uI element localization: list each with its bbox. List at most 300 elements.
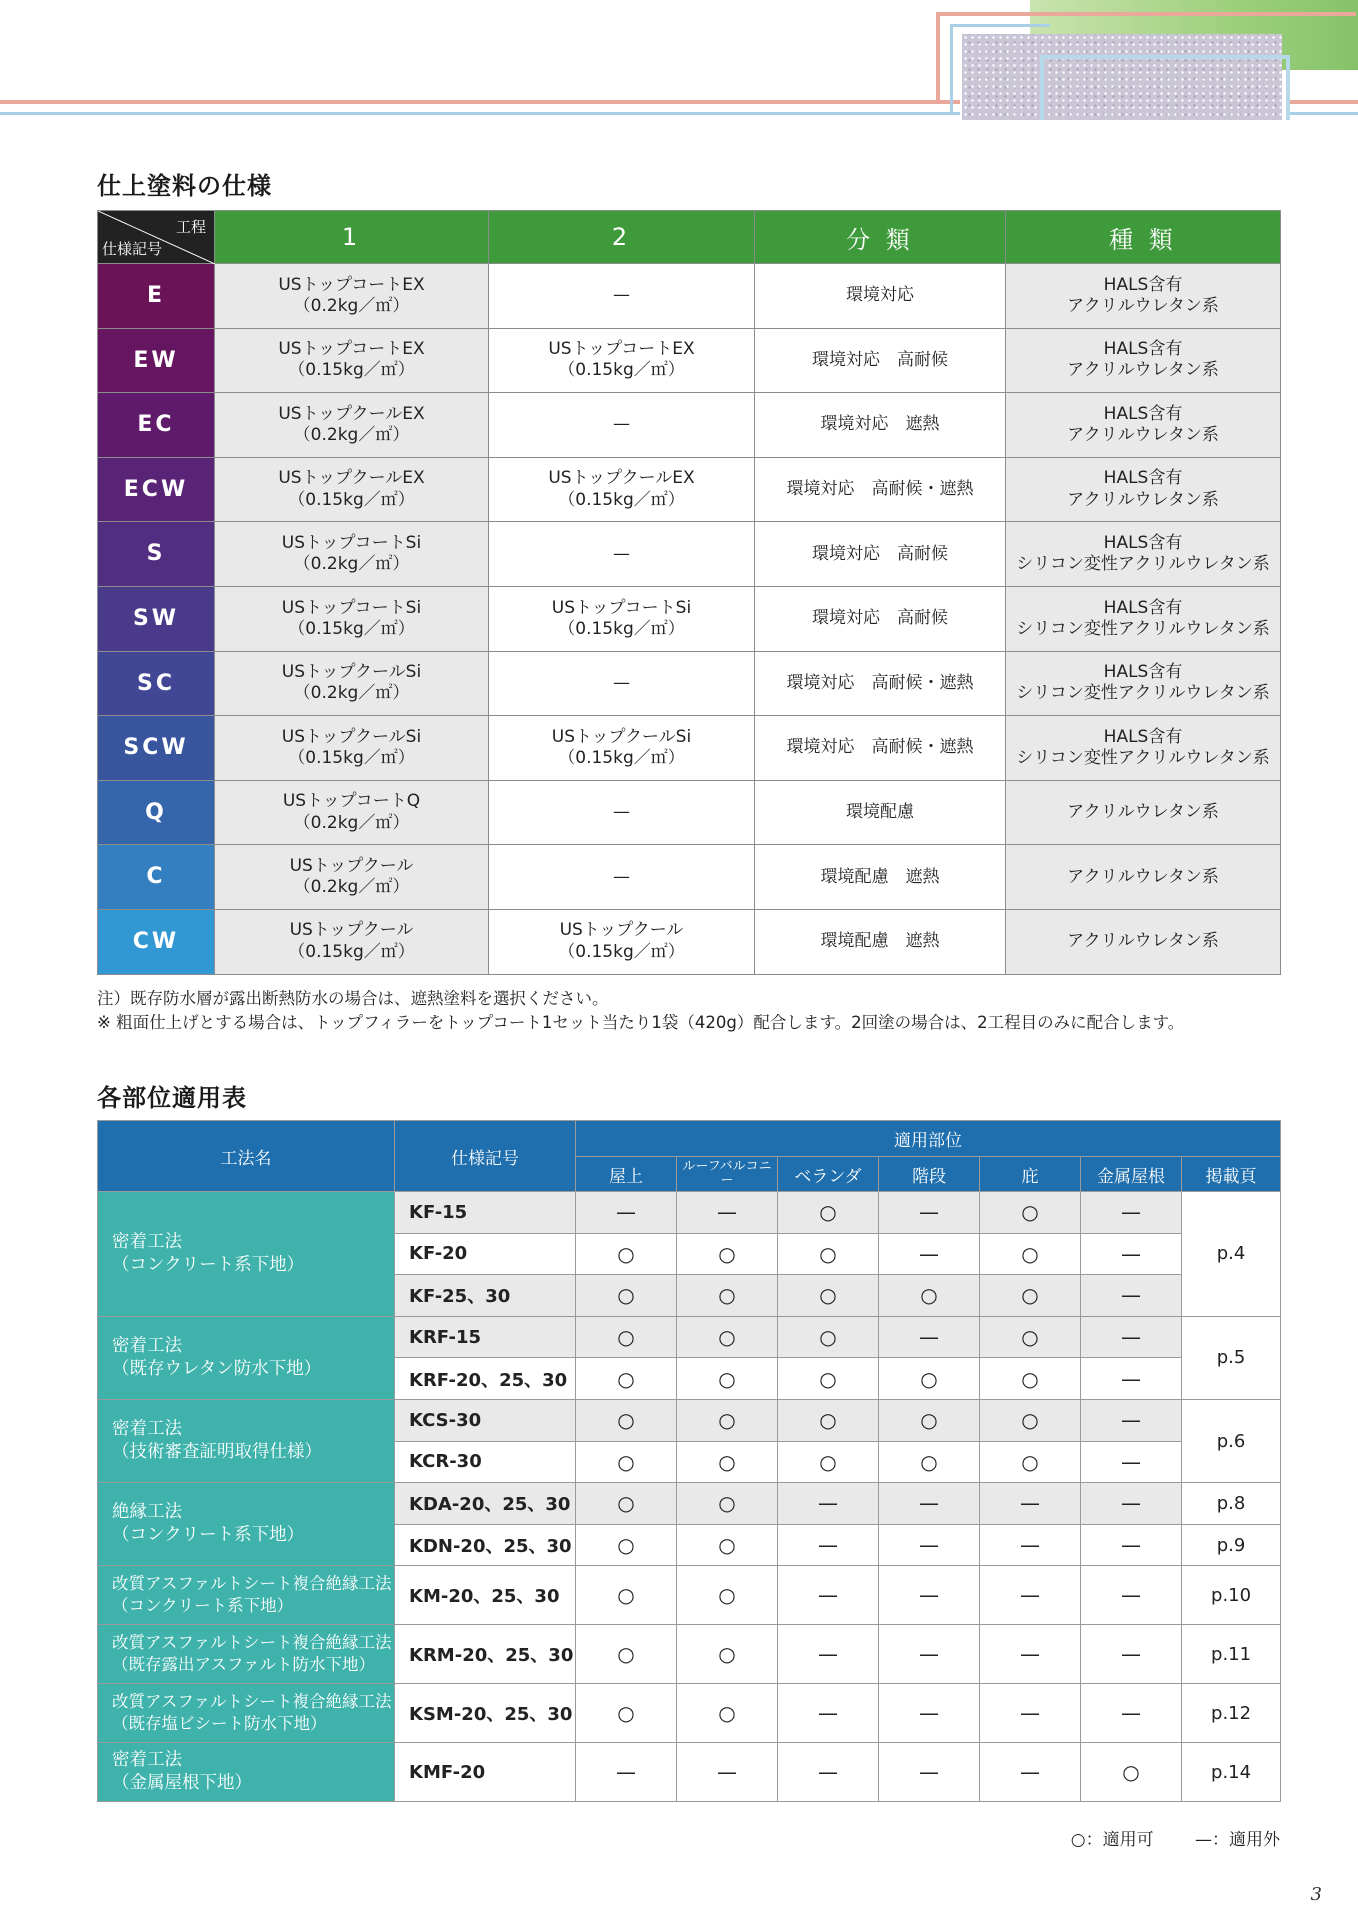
header-frame-line-blue — [950, 24, 1050, 114]
app-mark-line: — — [919, 1760, 939, 1785]
spec-step1-line: （0.15kg／㎡） — [288, 941, 415, 962]
spec-type — [1006, 328, 1281, 393]
app-mark-line: ○ — [920, 1449, 938, 1474]
app-mark — [879, 1441, 980, 1483]
app-mark — [980, 1275, 1081, 1317]
spec-step1 — [215, 522, 489, 587]
spec-type-line: アクリルウレタン系 — [1067, 931, 1219, 952]
app-mark-line: — — [1020, 1533, 1040, 1558]
app-mark-line: — — [1020, 1760, 1040, 1785]
spec-step2 — [489, 264, 755, 329]
spec-step1-line: USトップコートSi — [281, 597, 422, 618]
app-mark-line: — — [1121, 1241, 1141, 1266]
app-mark-line: ○ — [819, 1408, 837, 1433]
spec-category-line: 環境対応 高耐候 — [812, 543, 948, 564]
app-mark-line: ○ — [617, 1491, 635, 1516]
app-mark-line: — — [919, 1583, 939, 1608]
spec-step1-line: （0.2kg／㎡） — [293, 683, 410, 704]
app-spec-code — [395, 1275, 576, 1317]
spec-type — [1006, 393, 1281, 458]
spec-step2-line: — — [613, 543, 630, 564]
spec-header-type: 種 類 — [1006, 211, 1281, 264]
spec-type-line: アクリルウレタン系 — [1067, 801, 1219, 822]
spec-code — [98, 522, 215, 587]
app-spec-code-line: KF-15 — [409, 1201, 468, 1223]
spec-step1-line: （0.2kg／㎡） — [293, 554, 410, 575]
spec-code — [98, 716, 215, 781]
app-mark — [576, 1483, 677, 1525]
spec-step1 — [215, 393, 489, 458]
spec-step2-line: USトップコートSi — [551, 597, 692, 618]
app-mark-line: ○ — [617, 1241, 635, 1266]
header-rule-blue — [0, 112, 960, 115]
app-mark-line: — — [818, 1533, 838, 1558]
spec-step2-line: USトップクールSi — [551, 726, 692, 747]
app-mark-line: — — [1020, 1583, 1040, 1608]
app-mark-line: ○ — [617, 1408, 635, 1433]
spec-category-line: 環境対応 遮熱 — [820, 414, 940, 435]
app-mark-line: ○ — [1021, 1449, 1039, 1474]
spec-code-line: EW — [133, 347, 179, 373]
app-mark — [576, 1524, 677, 1566]
spec-step2 — [489, 780, 755, 845]
spec-type — [1006, 909, 1281, 974]
app-mark-line: ○ — [617, 1701, 635, 1726]
app-mark — [677, 1684, 778, 1743]
spec-type — [1006, 716, 1281, 781]
app-mark — [980, 1441, 1081, 1483]
spec-step1-line: （0.15kg／㎡） — [288, 747, 415, 768]
app-page-line: p.11 — [1211, 1643, 1252, 1665]
app-method-line: 密着工法 — [112, 1335, 182, 1356]
spec-step1-line: USトップクール — [289, 920, 414, 941]
app-method — [98, 1399, 395, 1482]
app-page-line: p.6 — [1216, 1430, 1246, 1452]
header-frame-line-inner — [1040, 55, 1290, 120]
spec-type — [1006, 586, 1281, 651]
spec-code-line: SW — [132, 606, 180, 632]
spec-step2 — [489, 457, 755, 522]
header-rule-right — [1290, 100, 1358, 104]
spec-step2-line: — — [613, 866, 630, 887]
app-spec-code-line: KF-25、30 — [409, 1286, 511, 1308]
spec-step2-line: （0.15kg／㎡） — [558, 360, 685, 381]
app-mark-line: ○ — [920, 1366, 938, 1391]
spec-row — [98, 909, 1281, 974]
spec-step1-line: （0.15kg／㎡） — [288, 360, 415, 381]
app-mark-line: ○ — [718, 1449, 736, 1474]
app-mark-line: ○ — [718, 1642, 736, 1667]
app-spec-code-line: KDA-20、25、30 — [409, 1494, 571, 1516]
app-row — [98, 1316, 1281, 1358]
app-header-code: 仕様記号 — [395, 1121, 576, 1192]
app-mark — [879, 1566, 980, 1625]
spec-header-step1: 1 — [215, 211, 489, 264]
app-header-method: 工法名 — [98, 1121, 395, 1192]
app-mark — [677, 1358, 778, 1400]
app-mark — [677, 1743, 778, 1802]
spec-step2-line: （0.15kg／㎡） — [558, 489, 685, 510]
app-method-line: （コンクリート系下地） — [112, 1596, 294, 1616]
app-mark — [576, 1316, 677, 1358]
spec-category — [755, 522, 1006, 587]
header-rule — [0, 100, 960, 104]
app-mark — [576, 1233, 677, 1275]
app-mark-line: — — [919, 1642, 939, 1667]
spec-header-step2: 2 — [489, 211, 755, 264]
app-row — [98, 1483, 1281, 1525]
app-mark-line: ○ — [1021, 1283, 1039, 1308]
app-mark-line: — — [919, 1491, 939, 1516]
app-mark-line: — — [1121, 1408, 1141, 1433]
app-mark-line: — — [717, 1760, 737, 1785]
note-line: 注）既存防水層が露出断熱防水の場合は、遮熱塗料を選択ください。 — [97, 989, 609, 1008]
app-mark-line: ○ — [819, 1325, 837, 1350]
spec-step2-line: — — [613, 285, 630, 306]
spec-step2-line: — — [613, 414, 630, 435]
app-mark — [677, 1275, 778, 1317]
spec-step1 — [215, 909, 489, 974]
spec-category-line: 環境配慮 遮熱 — [820, 866, 940, 887]
spec-category — [755, 716, 1006, 781]
spec-step1 — [215, 457, 489, 522]
app-spec-code-line: KF-20 — [409, 1243, 468, 1265]
app-mark — [1081, 1233, 1182, 1275]
note-line: ※ 粗面仕上げとする場合は、トップフィラーをトップコート1セット当たり1袋（420g）配合します。2回塗の場合は、2工程目のみに配合します。 — [97, 1013, 1185, 1032]
app-mark-line: — — [818, 1760, 838, 1785]
app-method-line: 絶縁工法 — [112, 1502, 182, 1523]
app-mark-line: ○ — [920, 1283, 938, 1308]
app-method-line: （既存露出アスファルト防水下地） — [112, 1655, 376, 1675]
spec-code-line: EC — [137, 412, 175, 438]
app-mark-line: ○ — [1021, 1408, 1039, 1433]
app-header-row-1 — [98, 1121, 1281, 1157]
app-row — [98, 1743, 1281, 1802]
app-row — [98, 1399, 1281, 1441]
app-method — [98, 1684, 395, 1743]
spec-step2 — [489, 586, 755, 651]
spec-category — [755, 457, 1006, 522]
spec-type-line: アクリルウレタン系 — [1067, 489, 1219, 510]
app-mark — [677, 1316, 778, 1358]
app-mark-line: ○ — [1021, 1366, 1039, 1391]
spec-type-line: HALS含有 — [1103, 662, 1183, 683]
app-mark — [879, 1233, 980, 1275]
app-mark — [576, 1399, 677, 1441]
app-spec-code — [395, 1524, 576, 1566]
app-mark-line: — — [1121, 1491, 1141, 1516]
spec-code — [98, 586, 215, 651]
app-mark — [980, 1483, 1081, 1525]
legend — [1035, 1825, 1280, 1850]
app-mark-line: — — [1121, 1701, 1141, 1726]
spec-type-line: HALS含有 — [1103, 403, 1183, 424]
section-title-application: 各部位適用表 — [97, 1084, 247, 1112]
app-mark — [980, 1233, 1081, 1275]
app-mark-line: — — [1121, 1200, 1141, 1225]
app-mark-line: — — [1121, 1325, 1141, 1350]
spec-step1-line: USトップクールSi — [281, 726, 422, 747]
spec-code-line: E — [146, 283, 166, 309]
spec-step1-line: USトップコートEX — [278, 274, 425, 295]
spec-type — [1006, 264, 1281, 329]
spec-step2 — [489, 393, 755, 458]
app-spec-code-line: KDN-20、25、30 — [409, 1536, 572, 1558]
spec-type-line: シリコン変性アクリルウレタン系 — [1016, 618, 1270, 639]
spec-type — [1006, 522, 1281, 587]
corner-label-process: 工程 — [175, 218, 206, 236]
app-mark-line: ○ — [1021, 1200, 1039, 1225]
app-mark-line: — — [919, 1533, 939, 1558]
spec-row — [98, 716, 1281, 781]
spec-header-row — [98, 211, 1281, 264]
app-mark — [1081, 1625, 1182, 1684]
app-method-line: 密着工法 — [112, 1750, 182, 1771]
app-mark — [980, 1358, 1081, 1400]
app-mark — [778, 1275, 879, 1317]
app-mark-line: — — [616, 1200, 636, 1225]
app-mark — [879, 1399, 980, 1441]
app-mark-line: — — [818, 1491, 838, 1516]
app-mark — [677, 1192, 778, 1234]
spec-row — [98, 586, 1281, 651]
app-mark — [778, 1358, 879, 1400]
app-method — [98, 1625, 395, 1684]
app-mark-line: — — [818, 1642, 838, 1667]
app-mark-line: — — [1121, 1283, 1141, 1308]
app-page — [1182, 1625, 1281, 1684]
spec-row — [98, 264, 1281, 329]
area-header-stairs: 階段 — [879, 1157, 980, 1192]
app-mark — [1081, 1743, 1182, 1802]
app-page-line: p.5 — [1216, 1347, 1246, 1369]
spec-step1 — [215, 586, 489, 651]
app-row — [98, 1192, 1281, 1234]
spec-step1-line: USトップコートSi — [281, 532, 422, 553]
spec-step1-line: USトップクールEX — [278, 403, 425, 424]
spec-code-line: ECW — [123, 476, 189, 502]
app-mark — [576, 1275, 677, 1317]
spec-category — [755, 845, 1006, 910]
spec-type-line: HALS含有 — [1103, 532, 1183, 553]
spec-category — [755, 586, 1006, 651]
app-page-line: p.10 — [1211, 1584, 1252, 1606]
app-mark-line: ○ — [617, 1642, 635, 1667]
app-mark — [778, 1524, 879, 1566]
spec-type-line: シリコン変性アクリルウレタン系 — [1016, 747, 1270, 768]
spec-step1-line: （0.15kg／㎡） — [288, 618, 415, 639]
app-spec-code-line: KCS-30 — [409, 1409, 482, 1431]
app-mark-line: — — [919, 1325, 939, 1350]
spec-step1-line: USトップクールEX — [278, 468, 425, 489]
app-mark — [879, 1483, 980, 1525]
spec-code — [98, 909, 215, 974]
spec-category-line: 環境対応 高耐候・遮熱 — [786, 672, 974, 693]
spec-step2 — [489, 651, 755, 716]
app-method-line: （金属屋根下地） — [112, 1773, 252, 1794]
spec-step1 — [215, 845, 489, 910]
app-mark — [1081, 1566, 1182, 1625]
app-method — [98, 1192, 395, 1317]
spec-code-line: SC — [137, 670, 175, 696]
app-spec-code — [395, 1684, 576, 1743]
spec-step2 — [489, 716, 755, 781]
app-page-line: p.9 — [1216, 1534, 1246, 1556]
spec-corner-cell — [98, 211, 215, 264]
app-mark-line: ○ — [920, 1408, 938, 1433]
app-mark — [576, 1566, 677, 1625]
app-mark — [778, 1192, 879, 1234]
spec-category-line: 環境対応 — [846, 285, 914, 306]
spec-type-line: アクリルウレタン系 — [1067, 424, 1219, 445]
spec-type — [1006, 651, 1281, 716]
app-method — [98, 1316, 395, 1399]
area-header-metal-roof: 金属屋根 — [1081, 1157, 1182, 1192]
app-mark-line: ○ — [1021, 1241, 1039, 1266]
spec-step2-line: USトップクールEX — [548, 468, 695, 489]
app-page — [1182, 1316, 1281, 1399]
area-header-rooftop: 屋上 — [576, 1157, 677, 1192]
app-mark — [980, 1684, 1081, 1743]
app-mark-line: ○ — [718, 1491, 736, 1516]
app-mark-line: ○ — [718, 1583, 736, 1608]
spec-category-line: 環境配慮 — [846, 801, 914, 822]
app-row — [98, 1684, 1281, 1743]
spec-step2-line: （0.15kg／㎡） — [558, 941, 685, 962]
app-mark-line: ○ — [617, 1583, 635, 1608]
spec-code — [98, 328, 215, 393]
app-method-line: （既存塩ビシート防水下地） — [112, 1714, 327, 1734]
area-header-veranda: ベランダ — [778, 1157, 879, 1192]
app-method-line: 改質アスファルトシート複合絶縁工法 — [112, 1692, 392, 1712]
spec-step1-line: USトップクール — [289, 855, 414, 876]
spec-row — [98, 780, 1281, 845]
app-spec-code-line: KCR-30 — [409, 1451, 482, 1473]
app-spec-code-line: KRF-20、25、30 — [409, 1369, 568, 1391]
spec-step1-line: （0.15kg／㎡） — [288, 489, 415, 510]
app-method-line: 改質アスファルトシート複合絶縁工法 — [112, 1633, 392, 1653]
spec-step1-line: （0.2kg／㎡） — [293, 295, 410, 316]
spec-type-line: HALS含有 — [1103, 274, 1183, 295]
app-method-line: （コンクリート系下地） — [112, 1525, 305, 1546]
spec-category — [755, 780, 1006, 845]
spec-code-line: CW — [132, 928, 180, 954]
app-mark — [980, 1625, 1081, 1684]
spec-row — [98, 651, 1281, 716]
spec-row — [98, 393, 1281, 458]
app-mark-line: ○ — [718, 1325, 736, 1350]
spec-step2-line: （0.15kg／㎡） — [558, 618, 685, 639]
app-spec-code-line: KSM-20、25、30 — [409, 1704, 573, 1726]
app-mark — [677, 1441, 778, 1483]
app-mark — [778, 1483, 879, 1525]
spec-category-line: 環境対応 高耐候 — [812, 608, 948, 629]
app-mark — [1081, 1441, 1182, 1483]
app-mark-line: ○ — [718, 1283, 736, 1308]
app-mark — [677, 1483, 778, 1525]
area-header-roof-balcony: ルーフバルコニー — [677, 1157, 778, 1192]
app-mark-line: — — [616, 1760, 636, 1785]
spec-category — [755, 909, 1006, 974]
app-spec-code — [395, 1358, 576, 1400]
app-mark — [677, 1399, 778, 1441]
app-mark — [879, 1358, 980, 1400]
spec-step1-line: （0.2kg／㎡） — [293, 877, 410, 898]
spec-type — [1006, 780, 1281, 845]
spec-category — [755, 264, 1006, 329]
app-mark — [576, 1358, 677, 1400]
app-row — [98, 1566, 1281, 1625]
legend-not-applicable: —：適用外 — [1195, 1830, 1280, 1850]
spec-code-line: S — [146, 541, 166, 567]
app-mark-line: ○ — [617, 1325, 635, 1350]
app-spec-code-line: KRF-15 — [409, 1326, 482, 1348]
spec-step2-line: — — [613, 801, 630, 822]
spec-step1-line: USトップコートEX — [278, 339, 425, 360]
page-number: 3 — [1310, 1884, 1322, 1905]
spec-step2 — [489, 845, 755, 910]
spec-type-line: シリコン変性アクリルウレタン系 — [1016, 683, 1270, 704]
spec-category-line: 環境対応 高耐候・遮熱 — [786, 478, 974, 499]
spec-type-line: アクリルウレタン系 — [1067, 360, 1219, 381]
spec-row — [98, 845, 1281, 910]
app-mark-line: ○ — [617, 1449, 635, 1474]
app-spec-code — [395, 1233, 576, 1275]
app-page-line: p.14 — [1211, 1761, 1252, 1783]
app-mark — [778, 1316, 879, 1358]
application-table — [97, 1120, 1281, 1802]
spec-type — [1006, 845, 1281, 910]
spec-step1 — [215, 264, 489, 329]
spec-step2-line: — — [613, 672, 630, 693]
app-mark — [879, 1524, 980, 1566]
app-spec-code-line: KRM-20、25、30 — [409, 1645, 574, 1667]
spec-category — [755, 328, 1006, 393]
spec-category — [755, 651, 1006, 716]
spec-type-line: アクリルウレタン系 — [1067, 866, 1219, 887]
app-mark — [677, 1524, 778, 1566]
spec-code-line: SCW — [123, 735, 189, 761]
spec-category-line: 環境対応 高耐候 — [812, 349, 948, 370]
app-page-line: p.12 — [1211, 1702, 1252, 1724]
app-spec-code — [395, 1441, 576, 1483]
app-mark — [1081, 1684, 1182, 1743]
app-mark-line: ○ — [1122, 1760, 1140, 1785]
section-title-finish-spec: 仕上塗料の仕様 — [97, 172, 272, 200]
app-page — [1182, 1524, 1281, 1566]
app-mark-line: ○ — [718, 1366, 736, 1391]
app-method-line: 密着工法 — [112, 1231, 182, 1252]
app-mark-line: — — [919, 1200, 939, 1225]
spec-step1-line: （0.2kg／㎡） — [293, 424, 410, 445]
spec-type-line: シリコン変性アクリルウレタン系 — [1016, 554, 1270, 575]
app-method — [98, 1743, 395, 1802]
app-mark-line: — — [1121, 1642, 1141, 1667]
app-mark-line: ○ — [718, 1701, 736, 1726]
app-mark — [1081, 1192, 1182, 1234]
app-spec-code — [395, 1192, 576, 1234]
spec-row — [98, 328, 1281, 393]
app-mark-line: — — [1121, 1533, 1141, 1558]
app-mark-line: ○ — [819, 1283, 837, 1308]
app-mark-line: — — [1121, 1366, 1141, 1391]
app-mark — [778, 1743, 879, 1802]
app-mark — [677, 1625, 778, 1684]
app-mark — [879, 1192, 980, 1234]
app-method-line: （既存ウレタン防水下地） — [112, 1358, 322, 1379]
spec-type-line: アクリルウレタン系 — [1067, 295, 1219, 316]
app-mark — [980, 1566, 1081, 1625]
